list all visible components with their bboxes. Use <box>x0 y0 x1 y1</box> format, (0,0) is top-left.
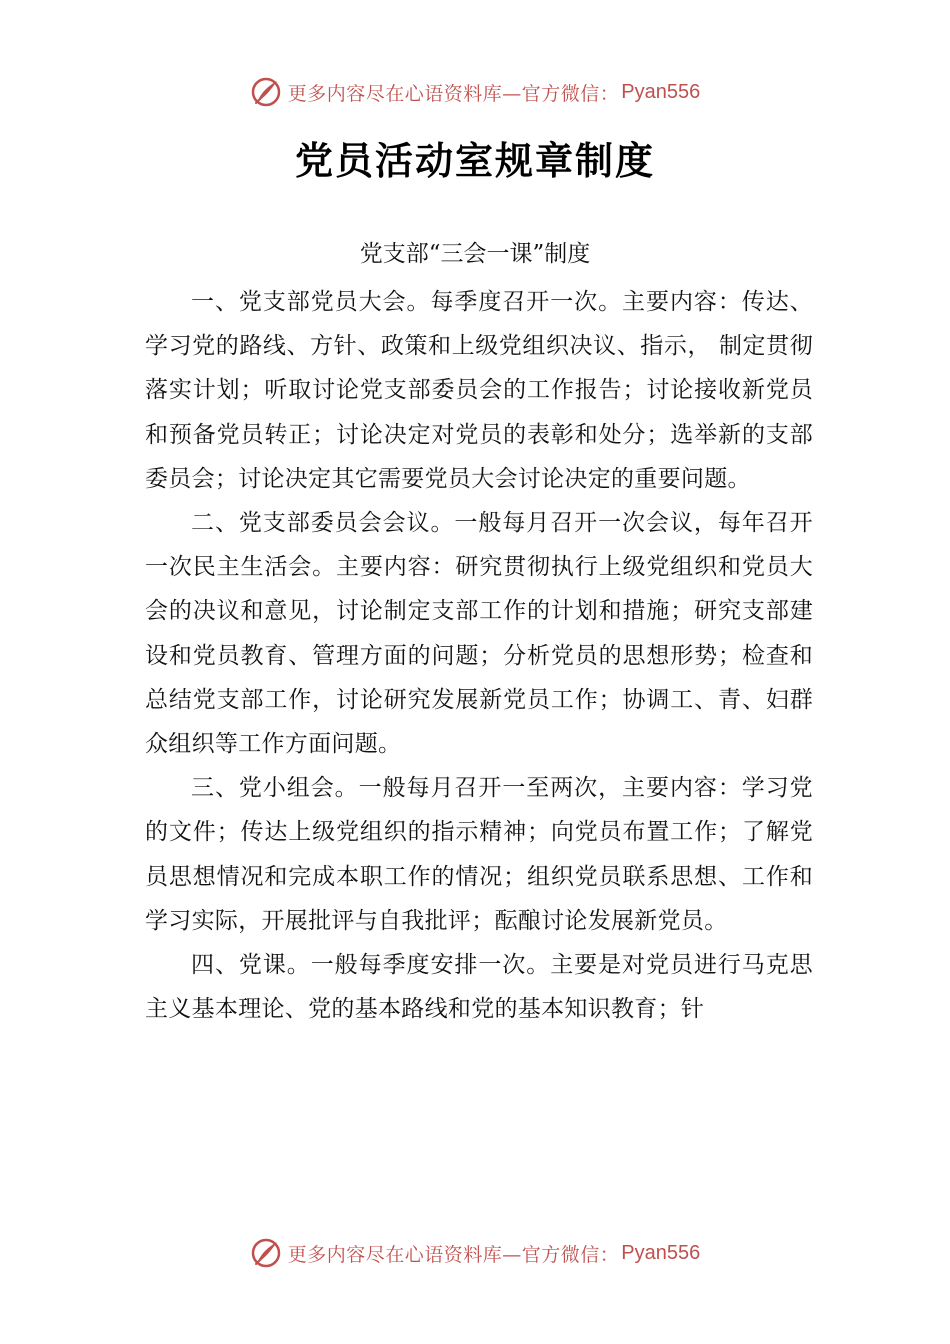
footer-watermark <box>0 1233 950 1273</box>
document-body <box>145 280 813 1031</box>
watermark-text: 更多内容尽在心语资料库—官方微信： <box>287 82 620 105</box>
paragraph-party-member-congress: 一、党支部党员大会。每季度召开一次。主要内容：传达、学习党的路线、方针、政策和上级党组织决议、指示， 制定贯彻落实计划；听取讨论党支部委员会的工作报告；讨论接收新党员和预备党员转正；讨论决定对党员的表彰和处分；选举新的支部委员会；讨论决定其它需要党员大会讨论决定的重要问题。 <box>145 289 813 492</box>
document-subtitle: 党支部“三会一课”制度 <box>359 241 591 267</box>
paragraph-branch-committee-meeting: 二、党支部委员会会议。一般每月召开一次会议，每年召开一次民主生活会。主要内容：研究贯彻执行上级党组织和党员大会的决议和意见，讨论制定支部工作的计划和措施；研究支部建设和党员教育、管理方面的问题；分析党员的思想形势；检查和总结党支部工作，讨论研究发展新党员工作；协调工、青、妇群众组织等工作方面问题。 <box>145 510 813 758</box>
watermark-wechat-id: Pyan556 <box>621 80 701 103</box>
watermark-text: 更多内容尽在心语资料库—官方微信： <box>287 1243 620 1266</box>
quill-logo-icon <box>250 1237 282 1269</box>
watermark-wechat-id: Pyan556 <box>621 1241 701 1264</box>
paragraph-party-group-meeting: 三、党小组会。一般每月召开一至两次，主要内容：学习党的文件；传达上级党组织的指示精神；向党员布置工作；了解党员思想情况和完成本职工作的情况；组织党员联系思想、工作和学习实际，开展批评与自我批评；酝酿讨论发展新党员。 <box>145 775 813 934</box>
quill-logo-icon <box>250 76 282 108</box>
paragraph-party-lecture: 四、党课。一般每季度安排一次。主要是对党员进行马克思主义基本理论、党的基本路线和党的基本知识教育；针 <box>145 952 813 1023</box>
header-watermark <box>0 72 950 112</box>
document-title: 党员活动室规章制度 <box>294 139 655 183</box>
